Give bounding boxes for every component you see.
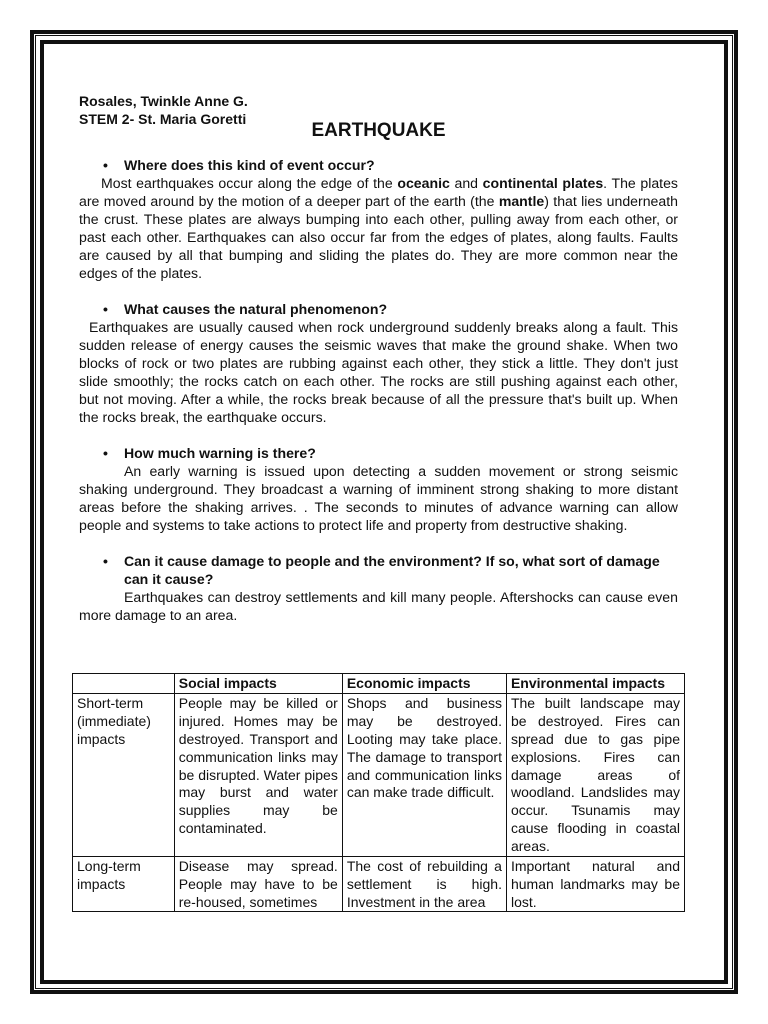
- question-2: • What causes the natural phenomenon?: [103, 301, 388, 317]
- social-impacts-cell: Disease may spread. People may have to be re-housed, sometimes: [174, 857, 342, 912]
- answer-2: Earthquakes are usually caused when rock underground suddenly breaks along a fault. This sudden release of energy causes the seismic waves that make the ground shake. When two blocks of rock or two plates are rubbing against each other, they stick a little. They don't just slide smoothly; the rocks catch on each other. The rocks are still pushing against each other, but not moving. After a while, the rocks break because of all the pressure that's built up. When the rocks break, the earthquake occurs.: [79, 319, 678, 425]
- question-4: • Can it cause damage to people and the environment? If so, what sort of damage can it cause?: [103, 553, 660, 587]
- bullet-icon: •: [103, 445, 108, 461]
- environmental-impacts-cell: The built landscape may be destroyed. Fires can spread due to gas pipe explosions. Fires can damage areas of woodland. Landslides may occur. Tsunamis may cause flooding in coastal areas.: [506, 693, 684, 856]
- economic-impacts-cell: Shops and business may be destroyed. Looting may take place. The damage to transport and communication links can make trade difficult.: [342, 693, 506, 856]
- document-body: [79, 92, 678, 624]
- table-header-row: [73, 674, 685, 694]
- economic-impacts-cell: The cost of rebuilding a settlement is high. Investment in the area: [342, 857, 506, 912]
- class-section: STEM 2- St. Maria Goretti: [79, 111, 247, 127]
- row-label: Long-term impacts: [73, 857, 175, 912]
- author-name: Rosales, Twinkle Anne G.: [79, 93, 248, 109]
- table-header-cell: Environmental impacts: [506, 674, 684, 694]
- answer-3: An early warning is issued upon detecting a sudden movement or strong seismic shaking underground. They broadcast a warning of imminent strong shaking to more distant areas before the shaking arrives. . The seconds to minutes of advance warning can allow people and systems to take actions to protect life and property from destructive shaking.: [79, 463, 678, 533]
- document-title: EARTHQUAKE: [311, 120, 446, 141]
- table-row: [73, 693, 685, 856]
- question-1: • Where does this kind of event occur?: [103, 157, 375, 173]
- social-impacts-cell: People may be killed or injured. Homes may be destroyed. Transport and communication links may be disrupted. Water pipes may burst and water supplies may be contaminated.: [174, 693, 342, 856]
- environmental-impacts-cell: Important natural and human landmarks may be lost.: [506, 857, 684, 912]
- question-3: • How much warning is there?: [103, 445, 316, 461]
- table-header-cell: Social impacts: [174, 674, 342, 694]
- table-header-cell: [73, 674, 175, 694]
- impacts-table: [72, 673, 685, 912]
- table-row: [73, 857, 685, 912]
- row-label: Short-term (immediate) impacts: [73, 693, 175, 856]
- answer-1: Most earthquakes occur along the edge of the oceanic and continental plates. The plates are moved around by the motion of a deeper part of the earth (the mantle) that lies underneath the crust. These plates are always bumping into each other, pulling away from each other, or past each other. Earthquakes can also occur far from the edges of plates, along faults. Faults are caused by all that bumping and sliding the plates do. They are more common near the edges of the plates.: [79, 175, 678, 281]
- bullet-icon: •: [103, 301, 108, 317]
- table-header-cell: Economic impacts: [342, 674, 506, 694]
- answer-4: Earthquakes can destroy settlements and kill many people. Aftershocks can cause even more damage to an area.: [79, 589, 678, 623]
- bullet-icon: •: [103, 157, 108, 173]
- bullet-icon: •: [103, 553, 108, 569]
